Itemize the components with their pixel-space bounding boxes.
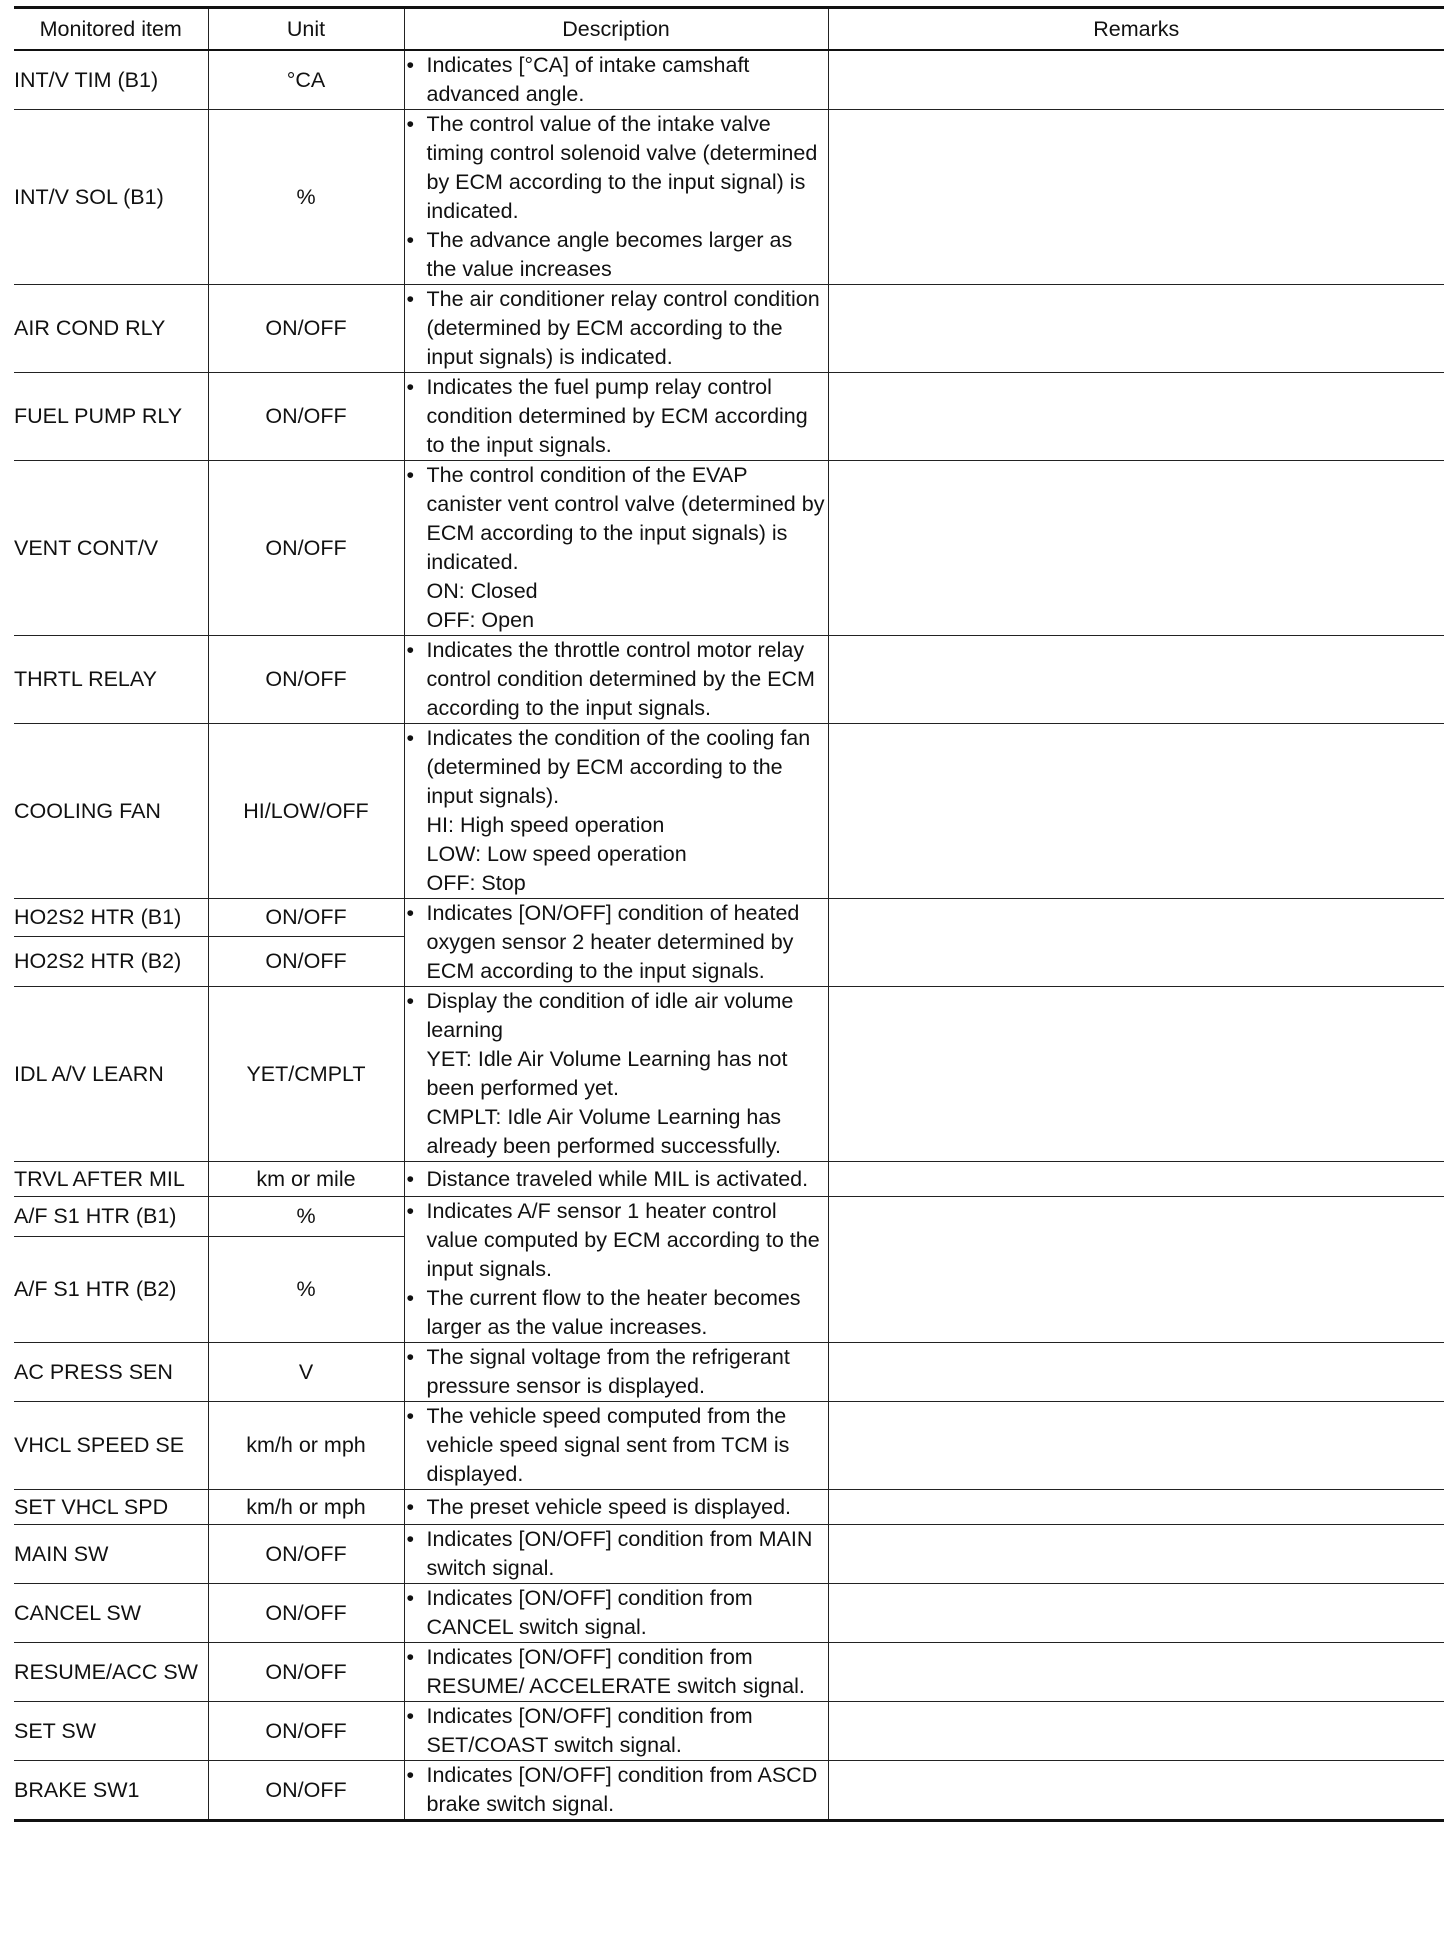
table-row	[14, 1525, 1444, 1584]
table-row	[14, 1402, 1444, 1490]
table-row	[14, 373, 1444, 461]
unit-cell: V	[208, 1343, 404, 1402]
description-cell	[404, 110, 828, 285]
remarks-cell	[828, 899, 1444, 987]
description-list	[405, 1493, 828, 1522]
description-note: YET: Idle Air Volume Learning has not been performed yet.	[426, 1047, 788, 1100]
table-row	[14, 1162, 1444, 1197]
unit-cell: ON/OFF	[208, 1525, 404, 1584]
description-cell	[404, 1162, 828, 1197]
description-cell	[404, 724, 828, 899]
monitored-item-cell: TRVL AFTER MIL	[14, 1162, 208, 1197]
description-cell	[404, 461, 828, 636]
description-bullet: • The preset vehicle speed is displayed.	[405, 1493, 828, 1522]
unit-cell: %	[208, 110, 404, 285]
table-row	[14, 1761, 1444, 1821]
description-bullet: • Distance traveled while MIL is activated.	[405, 1165, 828, 1194]
unit-cell: °CA	[208, 50, 404, 110]
remarks-cell	[828, 1343, 1444, 1402]
remarks-cell	[828, 1643, 1444, 1702]
description-note: ON: Closed	[426, 579, 538, 603]
description-bullet: • Indicates A/F sensor 1 heater control value computed by ECM according to the input signals.	[405, 1197, 828, 1284]
description-cell	[404, 50, 828, 110]
monitored-item-cell: AC PRESS SEN	[14, 1343, 208, 1402]
table-row	[14, 636, 1444, 724]
description-bullet: • The advance angle becomes larger as the value increases	[405, 226, 828, 284]
description-bullet: • Indicates the throttle control motor relay control condition determined by the ECM according to the input signals.	[405, 636, 828, 723]
monitored-item-cell: SET SW	[14, 1702, 208, 1761]
description-bullet: • The signal voltage from the refrigerant pressure sensor is displayed.	[405, 1343, 828, 1401]
description-list	[405, 373, 828, 460]
table-row	[14, 1490, 1444, 1525]
monitored-item-cell: FUEL PUMP RLY	[14, 373, 208, 461]
unit-cell: km/h or mph	[208, 1490, 404, 1525]
description-bullet: • The vehicle speed computed from the vehicle speed signal sent from TCM is displayed.	[405, 1402, 828, 1489]
monitored-item-cell: COOLING FAN	[14, 724, 208, 899]
monitored-item-cell: SET VHCL SPD	[14, 1490, 208, 1525]
remarks-cell	[828, 285, 1444, 373]
table-row	[14, 899, 1444, 937]
remarks-cell	[828, 50, 1444, 110]
description-bullet: • Indicates [ON/OFF] condition from CANCEL switch signal.	[405, 1584, 828, 1642]
description-bullet: • The air conditioner relay control condition (determined by ECM according to the input signals) is indicated.	[405, 285, 828, 372]
description-bullet: • Indicates [ON/OFF] condition from MAIN switch signal.	[405, 1525, 828, 1583]
table-body	[14, 50, 1444, 1821]
remarks-cell	[828, 987, 1444, 1162]
description-list	[405, 1584, 828, 1642]
remarks-cell	[828, 1490, 1444, 1525]
monitored-item-cell: THRTL RELAY	[14, 636, 208, 724]
monitored-item-cell: A/F S1 HTR (B1)	[14, 1197, 208, 1237]
description-list	[405, 1165, 828, 1194]
table-row	[14, 1197, 1444, 1237]
description-bullet: • Indicates [ON/OFF] condition of heated oxygen sensor 2 heater determined by ECM according to the input signals.	[405, 899, 828, 986]
monitored-item-cell: HO2S2 HTR (B1)	[14, 899, 208, 937]
table-row	[14, 724, 1444, 899]
unit-cell: HI/LOW/OFF	[208, 724, 404, 899]
table-row	[14, 1643, 1444, 1702]
remarks-cell	[828, 461, 1444, 636]
unit-cell: ON/OFF	[208, 461, 404, 636]
remarks-cell	[828, 1584, 1444, 1643]
description-cell	[404, 636, 828, 724]
remarks-cell	[828, 1402, 1444, 1490]
description-list	[405, 1643, 828, 1701]
description-cell	[404, 1197, 828, 1343]
table-header	[14, 8, 1444, 51]
unit-cell: ON/OFF	[208, 285, 404, 373]
description-list	[405, 724, 828, 811]
description-list	[405, 285, 828, 372]
unit-cell: ON/OFF	[208, 373, 404, 461]
header-monitored-item: Monitored item	[14, 8, 208, 51]
description-list	[405, 51, 828, 109]
description-bullet: • Display the condition of idle air volume learning	[405, 987, 828, 1045]
unit-cell: ON/OFF	[208, 937, 404, 987]
monitored-item-cell: BRAKE SW1	[14, 1761, 208, 1821]
description-list	[405, 636, 828, 723]
description-bullet: • Indicates [ON/OFF] condition from RESUME/ ACCELERATE switch signal.	[405, 1643, 828, 1701]
table-row	[14, 1343, 1444, 1402]
header-remarks: Remarks	[828, 8, 1444, 51]
table-row	[14, 110, 1444, 285]
monitored-item-cell: RESUME/ACC SW	[14, 1643, 208, 1702]
unit-cell: ON/OFF	[208, 636, 404, 724]
unit-cell: km or mile	[208, 1162, 404, 1197]
description-list	[405, 1343, 828, 1401]
description-bullet: • Indicates the fuel pump relay control condition determined by ECM according to the input signals.	[405, 373, 828, 460]
table-row	[14, 461, 1444, 636]
description-list	[405, 1702, 828, 1760]
description-note: HI: High speed operation	[426, 813, 665, 837]
description-cell	[404, 1761, 828, 1821]
description-list	[405, 987, 828, 1045]
description-cell	[404, 285, 828, 373]
monitored-item-cell: INT/V TIM (B1)	[14, 50, 208, 110]
remarks-cell	[828, 1197, 1444, 1343]
description-cell	[404, 1402, 828, 1490]
unit-cell: ON/OFF	[208, 1643, 404, 1702]
unit-cell: %	[208, 1236, 404, 1342]
description-bullet: • Indicates [ON/OFF] condition from SET/COAST switch signal.	[405, 1702, 828, 1760]
header-unit: Unit	[208, 8, 404, 51]
remarks-cell	[828, 1702, 1444, 1761]
remarks-cell	[828, 1525, 1444, 1584]
unit-cell: ON/OFF	[208, 1584, 404, 1643]
monitored-item-cell: HO2S2 HTR (B2)	[14, 937, 208, 987]
description-note: OFF: Stop	[426, 871, 526, 895]
table-row	[14, 1584, 1444, 1643]
description-note: OFF: Open	[426, 608, 535, 632]
description-bullet: • Indicates [°CA] of intake camshaft advanced angle.	[405, 51, 828, 109]
monitored-item-cell: IDL A/V LEARN	[14, 987, 208, 1162]
unit-cell: ON/OFF	[208, 899, 404, 937]
description-list	[405, 461, 828, 577]
description-cell	[404, 1584, 828, 1643]
header-description: Description	[404, 8, 828, 51]
remarks-cell	[828, 636, 1444, 724]
table-row	[14, 987, 1444, 1162]
monitored-item-cell: VENT CONT/V	[14, 461, 208, 636]
unit-cell: YET/CMPLT	[208, 987, 404, 1162]
description-bullet: • The current flow to the heater becomes larger as the value increases.	[405, 1284, 828, 1342]
remarks-cell	[828, 110, 1444, 285]
description-list	[405, 1761, 828, 1819]
description-cell	[404, 373, 828, 461]
monitored-item-cell: A/F S1 HTR (B2)	[14, 1236, 208, 1342]
description-note: CMPLT: Idle Air Volume Learning has already been performed successfully.	[426, 1105, 782, 1158]
description-cell	[404, 987, 828, 1162]
description-list	[405, 1525, 828, 1583]
remarks-cell	[828, 373, 1444, 461]
monitored-item-cell: VHCL SPEED SE	[14, 1402, 208, 1490]
unit-cell: %	[208, 1197, 404, 1237]
monitored-item-cell: MAIN SW	[14, 1525, 208, 1584]
description-bullet: • The control condition of the EVAP canister vent control valve (determined by ECM according to the input signals) is indicated.	[405, 461, 828, 577]
monitored-item-cell: CANCEL SW	[14, 1584, 208, 1643]
description-bullet: • Indicates [ON/OFF] condition from ASCD brake switch signal.	[405, 1761, 828, 1819]
description-bullet: • Indicates the condition of the cooling fan (determined by ECM according to the input signals).	[405, 724, 828, 811]
unit-cell: ON/OFF	[208, 1761, 404, 1821]
table-row	[14, 50, 1444, 110]
monitored-item-cell: INT/V SOL (B1)	[14, 110, 208, 285]
header-row	[14, 8, 1444, 51]
description-list	[405, 1197, 828, 1342]
description-cell	[404, 1525, 828, 1584]
description-bullet: • The control value of the intake valve timing control solenoid valve (determined by ECM according to the input signal) is indicated.	[405, 110, 828, 226]
description-cell	[404, 1490, 828, 1525]
monitored-item-cell: AIR COND RLY	[14, 285, 208, 373]
description-cell	[404, 1702, 828, 1761]
remarks-cell	[828, 1761, 1444, 1821]
description-cell	[404, 1343, 828, 1402]
remarks-cell	[828, 724, 1444, 899]
table-row	[14, 1702, 1444, 1761]
table-row	[14, 285, 1444, 373]
unit-cell: ON/OFF	[208, 1702, 404, 1761]
monitored-items-table	[14, 6, 1444, 1822]
remarks-cell	[828, 1162, 1444, 1197]
description-cell	[404, 1643, 828, 1702]
description-list	[405, 1402, 828, 1489]
description-list	[405, 110, 828, 284]
description-cell	[404, 899, 828, 987]
description-list	[405, 899, 828, 986]
unit-cell: km/h or mph	[208, 1402, 404, 1490]
description-note: LOW: Low speed operation	[426, 842, 687, 866]
